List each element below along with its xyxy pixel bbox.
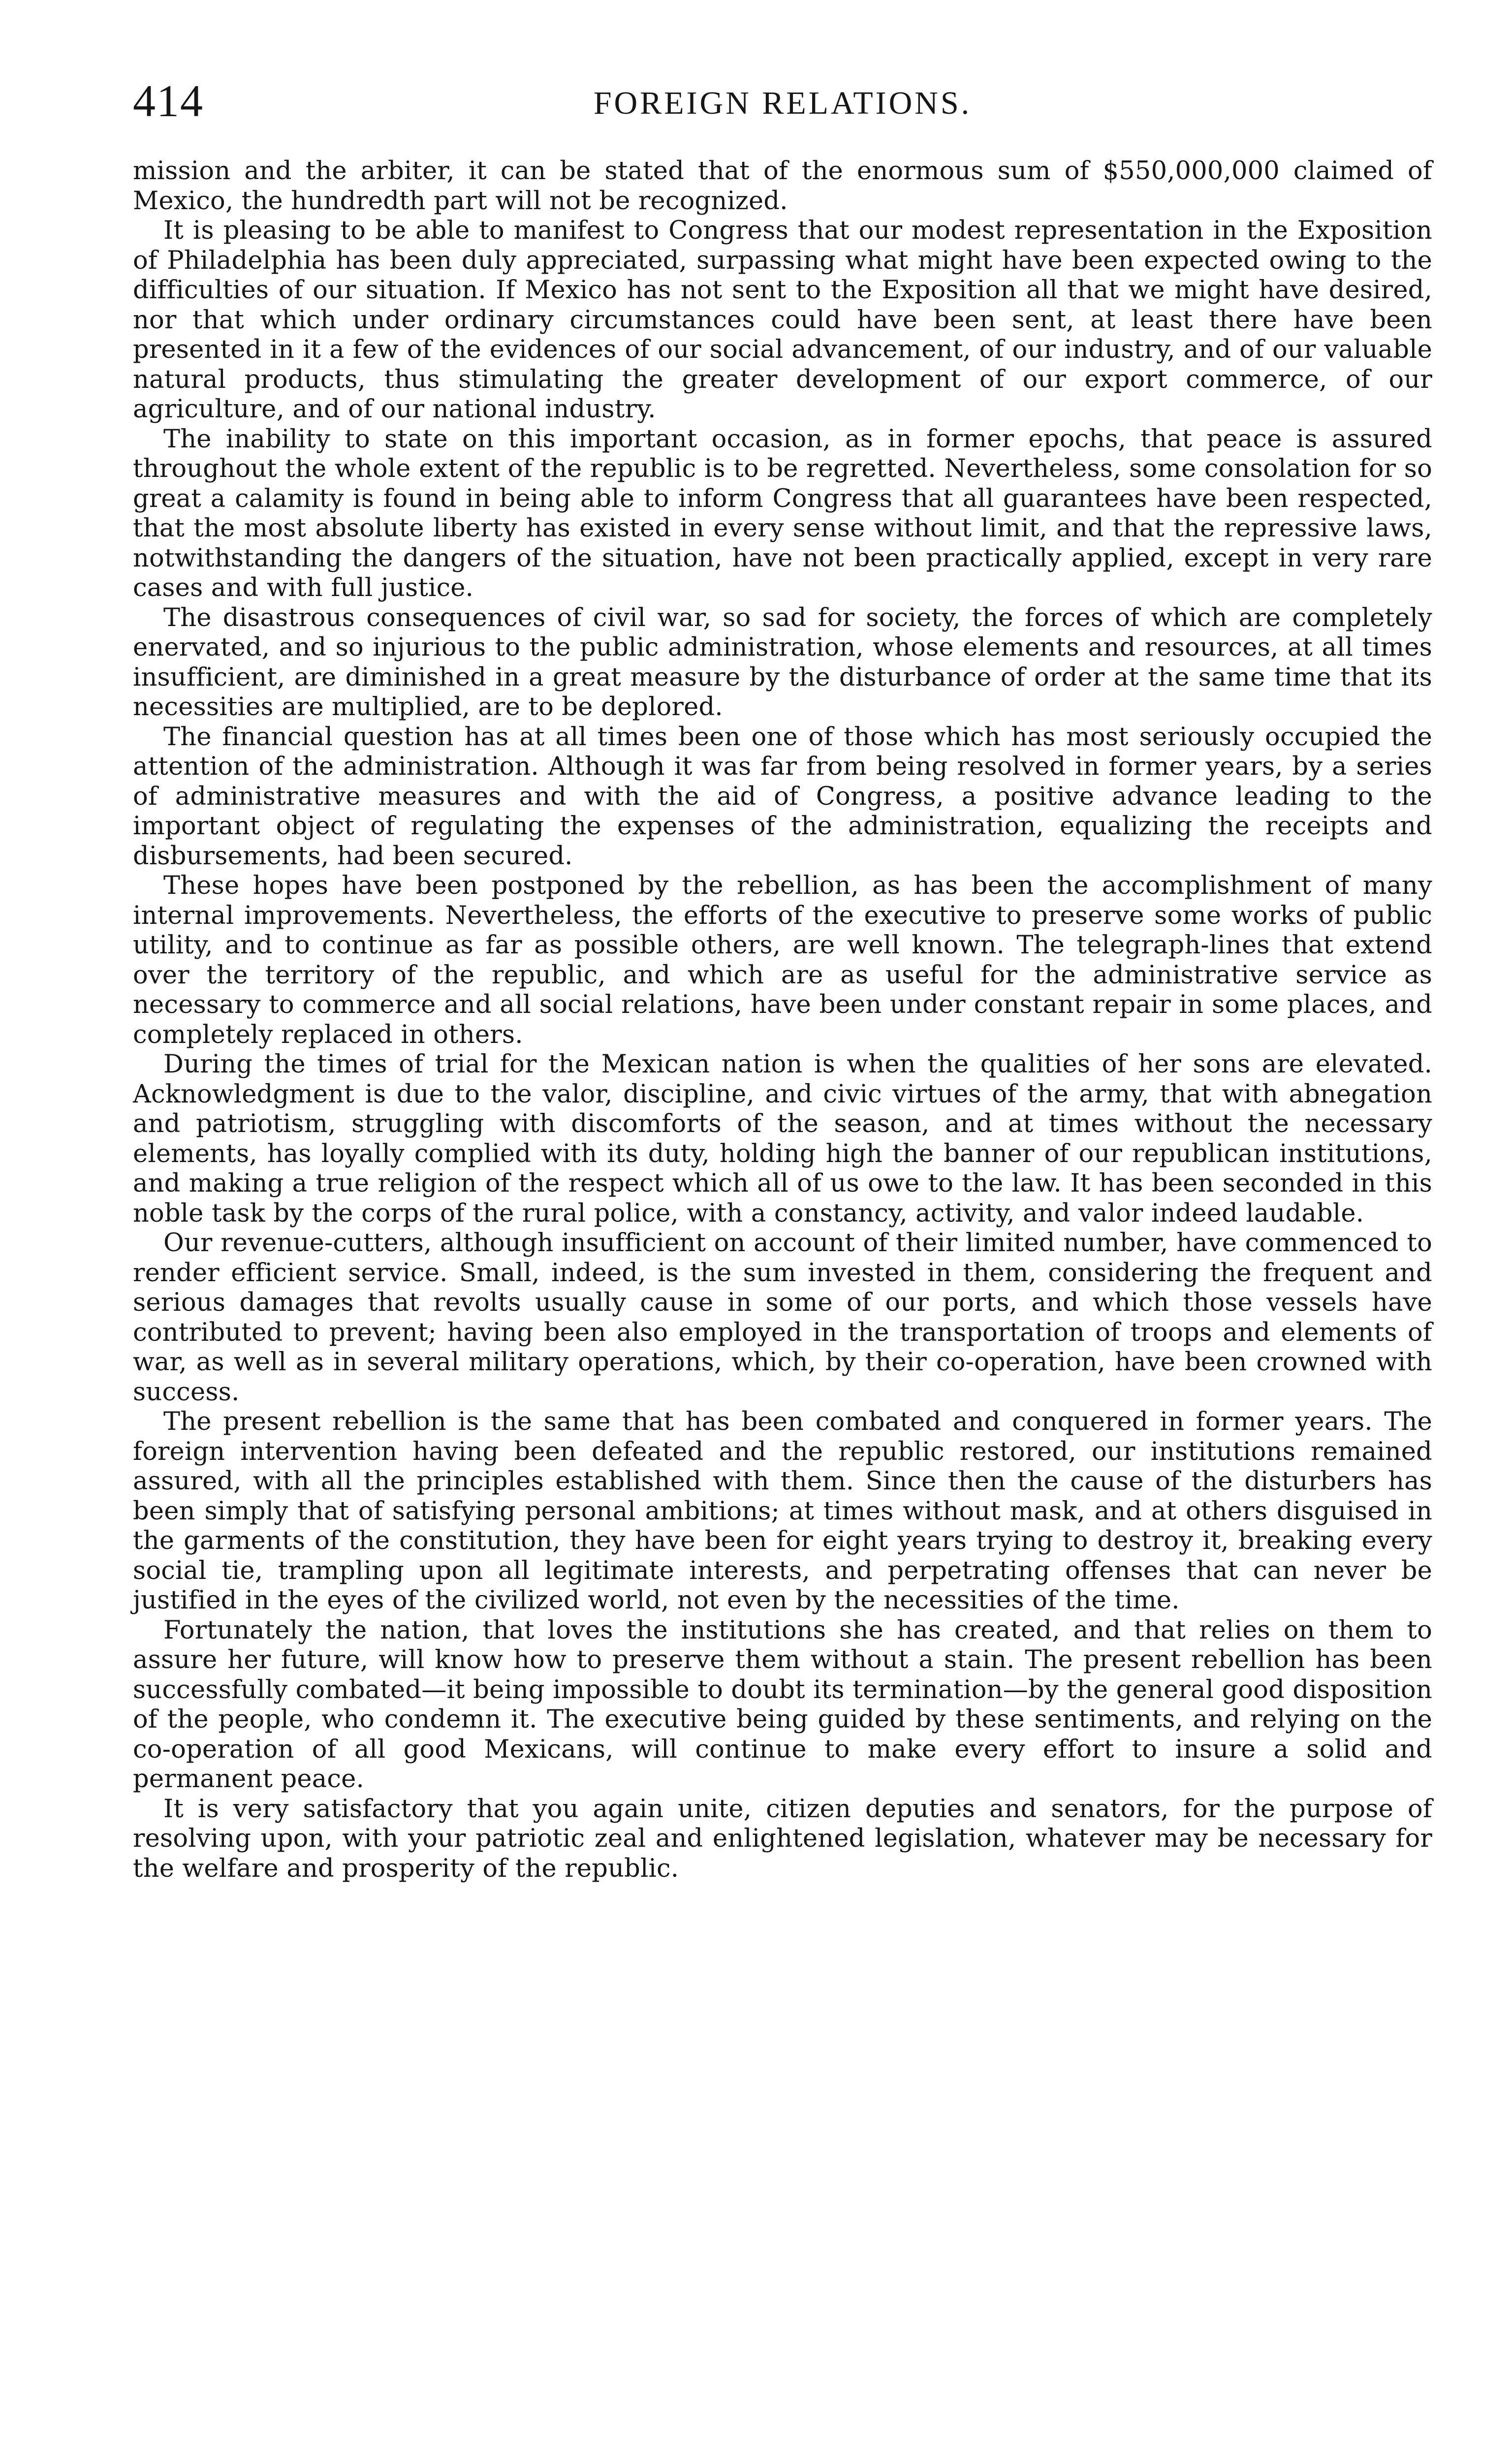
paragraph: The disastrous consequences of civil war, so sad for society, the forces of which are completely enervated, and so injurious to the public administration, whose elements and resources, at all times insufficient, are diminished in a great measure by the disturbance of order at the same time that its necessities are multiplied, are to be deplored. xyxy=(133,603,1432,722)
page-number: 414 xyxy=(133,76,204,126)
paragraph: The present rebellion is the same that has been combated and conquered in former years. The foreign intervention having been defeated and the republic restored, our institutions remained assured, with all the principles established with them. Since then the cause of the disturbers has been simply that of satisfying personal ambitions; at times without mask, and at others disguised in the garments of the constitution, they have been for eight years trying to destroy it, breaking every social tie, trampling upon all legitimate interests, and perpetrating offenses that can never be justified in the eyes of the civilized world, not even by the necessities of the time. xyxy=(133,1407,1432,1615)
paragraph-continuation: mission and the arbiter, it can be stated that of the enormous sum of $550,000,000 claimed of Mexico, the hundredth part will not be recognized. xyxy=(133,157,1432,216)
paragraph: The financial question has at all times been one of those which has most seriously occupied the attention of the administration. Although it was far from being resolved in former years, by a series of administrative measures and with the aid of Congress, a positive advance leading to the important object of regulating the expenses of the administration, equalizing the receipts and disbursements, had been secured. xyxy=(133,722,1432,871)
paragraph: Fortunately the nation, that loves the institutions she has created, and that relies on them to assure her future, will know how to preserve them without a stain. The present rebellion has been successfully combated—it being impossible to doubt its termination—by the general good disposition of the people, who condemn it. The executive being guided by these sentiments, and relying on the co-operation of all good Mexicans, will continue to make every effort to insure a solid and permanent peace. xyxy=(133,1615,1432,1794)
page-header xyxy=(133,74,1432,128)
paragraph: It is pleasing to be able to manifest to Congress that our modest representation in the Exposition of Philadelphia has been duly appreciated, surpassing what might have been expected owing to the difficulties of our situation. If Mexico has not sent to the Exposition all that we might have desired, nor that which under ordinary circumstances could have been sent, at least there have been presented in it a few of the evidences of our social advancement, of our industry, and of our valuable natural products, thus stimulating the greater development of our export commerce, of our agriculture, and of our national industry. xyxy=(133,216,1432,424)
paragraph: During the times of trial for the Mexican nation is when the qualities of her sons are elevated. Acknowledgment is due to the valor, discipline, and civic virtues of the army, that with abnegation and patriotism, struggling with discomforts of the season, and at times without the necessary elements, has loyally complied with its duty, holding high the banner of our republican institutions, and making a true religion of the respect which all of us owe to the law. It has been seconded in this noble task by the corps of the rural police, with a constancy, activity, and valor indeed laudable. xyxy=(133,1050,1432,1228)
paragraph: The inability to state on this important occasion, as in former epochs, that peace is assured throughout the whole extent of the republic is to be regretted. Nevertheless, some consolation for so great a calamity is found in being able to inform Congress that all guarantees have been respected, that the most absolute liberty has existed in every sense without limit, and that the repressive laws, notwithstanding the dangers of the situation, have not been practically applied, except in very rare cases and with full justice. xyxy=(133,424,1432,602)
paragraph: It is very satisfactory that you again unite, citizen deputies and senators, for the purpose of resolving upon, with your patriotic zeal and enlightened legislation, whatever may be necessary for the welfare and prosperity of the republic. xyxy=(133,1794,1432,1883)
body-text xyxy=(133,157,1432,1884)
paragraph: Our revenue-cutters, although insufficient on account of their limited number, have commenced to render efficient service. Small, indeed, is the sum invested in them, considering the frequent and serious damages that revolts usually cause in some of our ports, and which those vessels have contributed to prevent; having been also employed in the transportation of troops and elements of war, as well as in several military operations, which, by their co-operation, have been crowned with success. xyxy=(133,1229,1432,1407)
paragraph: These hopes have been postponed by the rebellion, as has been the accomplishment of many internal improvements. Nevertheless, the efforts of the executive to preserve some works of public utility, and to continue as far as possible others, are well known. The telegraph-lines that extend over the territory of the republic, and which are as useful for the administrative service as necessary to commerce and all social relations, have been under constant repair in some places, and completely replaced in others. xyxy=(133,871,1432,1049)
running-title: FOREIGN RELATIONS. xyxy=(593,85,972,121)
